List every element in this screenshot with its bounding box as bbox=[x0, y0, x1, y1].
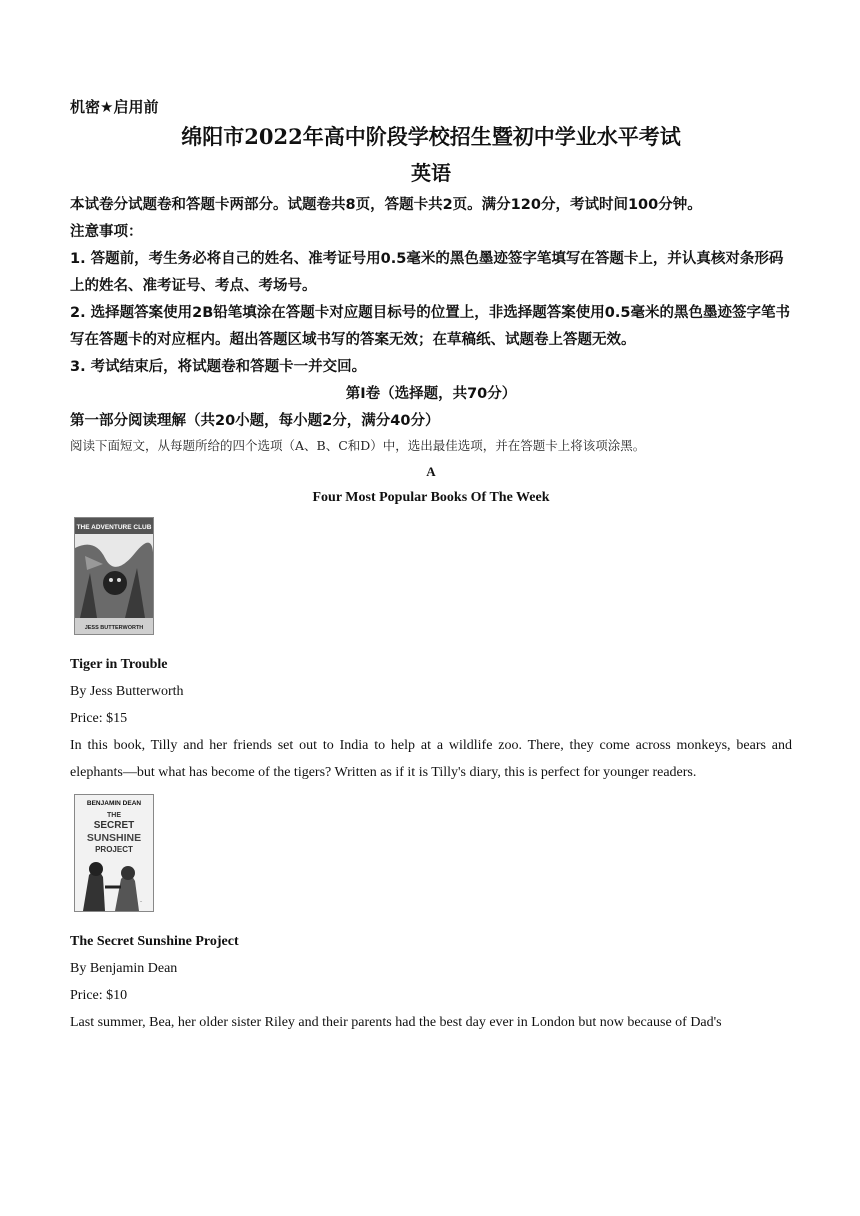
svg-text:THE: THE bbox=[107, 812, 121, 819]
book-title: Tiger in Trouble bbox=[70, 657, 168, 672]
book-cover-sunshine-icon bbox=[74, 794, 154, 912]
book-entry bbox=[70, 794, 792, 1036]
book-description: In this book, Tilly and her friends set out to India to help at a wildlife zoo. There, they come across monkeys, bears and elephants—but what has become of the tigers? Written as if it is Tilly's diary, this is perfect for younger readers. bbox=[70, 738, 792, 780]
passage-title: Four Most Popular Books Of The Week bbox=[312, 490, 550, 505]
volume-heading: 第I卷（选择题，共70分） bbox=[345, 386, 517, 402]
book-description: Last summer, Bea, her older sister Riley and their parents had the best day ever in London but now because of Dad's bbox=[70, 1015, 722, 1030]
classification-label: 机密★启用前 bbox=[70, 98, 159, 116]
exam-page bbox=[70, 96, 792, 1036]
exam-title: 绵阳市2022年高中阶段学校招生暨初中学业水平考试 bbox=[181, 124, 681, 149]
note-item-1: 1. 答题前，考生务必将自己的姓名、准考证号用0.5毫米的黑色墨迹签字笔填写在答题卡上，并认真核对条形码上的姓名、准考证号、考点、考场号。 bbox=[70, 251, 784, 294]
cover-top-text: THE ADVENTURE CLUB bbox=[76, 524, 152, 531]
cover-bottom-text: JESS BUTTERWORTH bbox=[84, 625, 144, 631]
subject-title: 英语 bbox=[411, 161, 451, 185]
book-entry bbox=[70, 517, 792, 786]
svg-text:PROJECT: PROJECT bbox=[95, 845, 133, 854]
book-price: Price: $10 bbox=[70, 988, 128, 1003]
book-price: Price: $15 bbox=[70, 711, 128, 726]
svg-text:SUNSHINE: SUNSHINE bbox=[86, 832, 142, 844]
book-cover-jungle-icon bbox=[74, 517, 154, 635]
passage-letter: A bbox=[426, 464, 436, 479]
part-heading: 第一部分阅读理解（共20小题，每小题2分，满分40分） bbox=[70, 413, 440, 429]
reading-instructions: 阅读下面短文，从每题所给的四个选项（A、B、C和D）中，选出最佳选项，并在答题卡上将该项涂黑。 bbox=[70, 438, 646, 453]
book-title: The Secret Sunshine Project bbox=[70, 934, 239, 949]
book-author: By Benjamin Dean bbox=[70, 961, 178, 976]
svg-text:SECRET: SECRET bbox=[93, 820, 135, 831]
book-author: By Jess Butterworth bbox=[70, 684, 184, 699]
exam-description: 本试卷分试题卷和答题卡两部分。试题卷共8页，答题卡共2页。满分120分，考试时间100分钟。 bbox=[70, 197, 702, 213]
cover-author-text: BENJAMIN DEAN bbox=[86, 800, 142, 807]
note-item-3: 3. 考试结束后，将试题卷和答题卡一并交回。 bbox=[70, 359, 367, 375]
note-item-2: 2. 选择题答案使用2B铅笔填涂在答题卡对应题目标号的位置上，非选择题答案使用0.5毫米的黑色墨迹签字笔书写在答题卡的对应框内。超出答题区域书写的答案无效；在草稿纸、试题卷上答题无效。 bbox=[70, 305, 790, 348]
svg-text:~: ~ bbox=[139, 899, 143, 904]
notes-heading: 注意事项： bbox=[70, 224, 143, 240]
